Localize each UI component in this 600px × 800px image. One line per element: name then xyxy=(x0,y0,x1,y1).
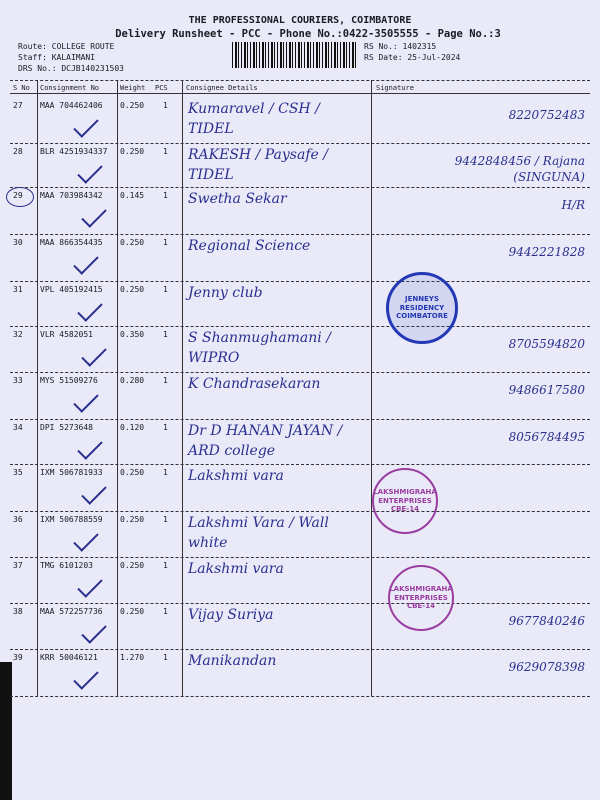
row-separator xyxy=(10,187,590,188)
check-mark-icon xyxy=(73,664,98,689)
staff-label: Staff: KALAIMANI xyxy=(18,53,96,62)
row-signature-handwriting: 9677840246 xyxy=(508,614,585,628)
row-pcs: 1 xyxy=(163,147,168,156)
barcode xyxy=(232,42,356,68)
row-consignment-no: DPI 5273648 xyxy=(40,423,93,432)
lakshmigraha-stamp-2: LAKSHMIGRAHA ENTERPRISES CBE-14 xyxy=(388,565,454,631)
row-separator xyxy=(10,419,590,420)
row-sno: 36 xyxy=(13,515,23,524)
check-mark-icon xyxy=(81,202,106,227)
row-signature-handwriting: 9486617580 xyxy=(508,383,585,397)
row-consignment-no: VLR 4582051 xyxy=(40,330,93,339)
row-signature-handwriting: 9442221828 xyxy=(508,245,585,259)
table-top-rule xyxy=(10,80,590,81)
row-weight: 0.350 xyxy=(120,330,145,339)
row-sno: 33 xyxy=(13,376,23,385)
row-sno: 38 xyxy=(13,607,23,616)
row-consignee-handwriting: Swetha Sekar xyxy=(188,191,287,207)
row-separator xyxy=(10,464,590,465)
route-label: Route: COLLEGE ROUTE xyxy=(18,42,115,51)
row-29-circle-mark xyxy=(6,187,34,207)
header-rule xyxy=(10,93,590,94)
row-weight: 0.280 xyxy=(120,376,145,385)
row-consignment-no: IXM 506788559 xyxy=(40,515,103,524)
row-consignment-no: MYS 51509276 xyxy=(40,376,98,385)
col-header-signature: Signature xyxy=(376,84,414,92)
row-consignee-handwriting: K Chandrasekaran xyxy=(188,376,321,392)
col-header-weight: Weight xyxy=(120,84,146,92)
row-consignee-handwriting: Dr D HANAN JAYAN / ARD college xyxy=(188,423,343,459)
row-separator xyxy=(10,649,590,650)
row-consignment-no: IXM 506781933 xyxy=(40,468,103,477)
rs-number: RS No.: 1402315 xyxy=(364,42,437,51)
row-separator xyxy=(10,511,590,512)
check-mark-icon xyxy=(77,572,102,597)
row-consignment-no: TMG 6101203 xyxy=(40,561,93,570)
row-sno: 37 xyxy=(13,561,23,570)
row-consignee-handwriting: Jenny club xyxy=(188,285,263,301)
col-header-consignment: Consignment No xyxy=(40,84,100,92)
row-pcs: 1 xyxy=(163,191,168,200)
check-mark-icon xyxy=(81,618,106,643)
row-signature-handwriting: H/R xyxy=(561,198,585,212)
row-consignment-no: VPL 405192415 xyxy=(40,285,103,294)
row-sno: 28 xyxy=(13,147,23,156)
check-mark-icon xyxy=(73,387,98,412)
check-mark-icon xyxy=(73,526,98,551)
row-consignment-no: KRR 50046121 xyxy=(40,653,98,662)
company-title: THE PROFESSIONAL COURIERS, COIMBATORE xyxy=(188,15,412,26)
check-mark-icon xyxy=(73,112,98,137)
row-sno: 34 xyxy=(13,423,23,432)
row-sno: 30 xyxy=(13,238,23,247)
row-signature-handwriting: 8705594820 xyxy=(508,337,585,351)
row-weight: 0.250 xyxy=(120,238,145,247)
row-signature-handwriting: 8220752483 xyxy=(508,108,585,122)
check-mark-icon xyxy=(81,341,106,366)
col-header-consignee: Consignee Details xyxy=(186,84,258,92)
row-signature-handwriting: 8056784495 xyxy=(508,430,585,444)
row-signature-handwriting: 9629078398 xyxy=(508,660,585,674)
row-consignee-handwriting: Lakshmi vara xyxy=(188,468,284,484)
row-weight: 0.145 xyxy=(120,191,145,200)
row-separator xyxy=(10,372,590,373)
row-separator xyxy=(10,234,590,235)
row-separator xyxy=(10,326,590,327)
row-pcs: 1 xyxy=(163,330,168,339)
row-pcs: 1 xyxy=(163,607,168,616)
row-pcs: 1 xyxy=(163,468,168,477)
row-sno: 35 xyxy=(13,468,23,477)
row-separator xyxy=(10,696,590,697)
row-weight: 0.250 xyxy=(120,285,145,294)
row-consignee-handwriting: RAKESH / Paysafe / TIDEL xyxy=(188,147,328,183)
row-consignment-no: MAA 572257736 xyxy=(40,607,103,616)
row-sno: 39 xyxy=(13,653,23,662)
jenneys-residency-stamp: JENNEYS RESIDENCY COIMBATORE xyxy=(386,272,458,344)
row-signature-handwriting: 9442848456 / Rajana (SINGUNA) xyxy=(454,154,585,184)
row-separator xyxy=(10,143,590,144)
row-consignee-handwriting: Regional Science xyxy=(188,238,311,254)
row-consignee-handwriting: Lakshmi vara xyxy=(188,561,284,577)
row-weight: 0.250 xyxy=(120,607,145,616)
row-separator xyxy=(10,281,590,282)
row-sno: 29 xyxy=(13,191,23,200)
row-pcs: 1 xyxy=(163,101,168,110)
row-sno: 27 xyxy=(13,101,23,110)
check-mark-icon xyxy=(77,296,102,321)
check-mark-icon xyxy=(77,434,102,459)
row-consignee-handwriting: Manikandan xyxy=(188,653,277,669)
row-weight: 0.250 xyxy=(120,515,145,524)
check-mark-icon xyxy=(77,158,102,183)
row-sno: 32 xyxy=(13,330,23,339)
row-weight: 0.250 xyxy=(120,468,145,477)
row-consignee-handwriting: Lakshmi Vara / Wall white xyxy=(188,515,329,551)
row-weight: 0.120 xyxy=(120,423,145,432)
col-header-pcs: PCS xyxy=(155,84,168,92)
row-consignment-no: BLR 4251934337 xyxy=(40,147,108,156)
row-weight: 0.250 xyxy=(120,101,145,110)
scan-edge-shadow xyxy=(0,662,12,800)
row-sno: 31 xyxy=(13,285,23,294)
row-pcs: 1 xyxy=(163,238,168,247)
row-weight: 1.270 xyxy=(120,653,145,662)
row-pcs: 1 xyxy=(163,285,168,294)
row-pcs: 1 xyxy=(163,423,168,432)
row-separator xyxy=(10,557,590,558)
rs-date: RS Date: 25-Jul-2024 xyxy=(364,53,461,62)
lakshmigraha-stamp-1: LAKSHMIGRAHA ENTERPRISES CBE-14 xyxy=(372,468,438,534)
check-mark-icon xyxy=(81,479,106,504)
row-pcs: 1 xyxy=(163,561,168,570)
row-pcs: 1 xyxy=(163,376,168,385)
row-separator xyxy=(10,603,590,604)
col-header-sno: S No xyxy=(13,84,30,92)
row-pcs: 1 xyxy=(163,515,168,524)
check-mark-icon xyxy=(73,249,98,274)
row-consignment-no: MAA 704462406 xyxy=(40,101,103,110)
row-consignee-handwriting: Vijay Suriya xyxy=(188,607,274,623)
row-consignment-no: MAA 866354435 xyxy=(40,238,103,247)
row-consignment-no: MAA 703984342 xyxy=(40,191,103,200)
row-pcs: 1 xyxy=(163,653,168,662)
row-weight: 0.250 xyxy=(120,561,145,570)
runsheet-subtitle: Delivery Runsheet - PCC - Phone No.:0422-3505555 - Page No.:3 xyxy=(115,28,501,40)
drs-number: DRS No.: DCJB140231503 xyxy=(18,64,124,73)
row-consignee-handwriting: S Shanmughamani / WIPRO xyxy=(188,330,331,366)
row-weight: 0.250 xyxy=(120,147,145,156)
row-consignee-handwriting: Kumaravel / CSH / TIDEL xyxy=(188,101,320,137)
